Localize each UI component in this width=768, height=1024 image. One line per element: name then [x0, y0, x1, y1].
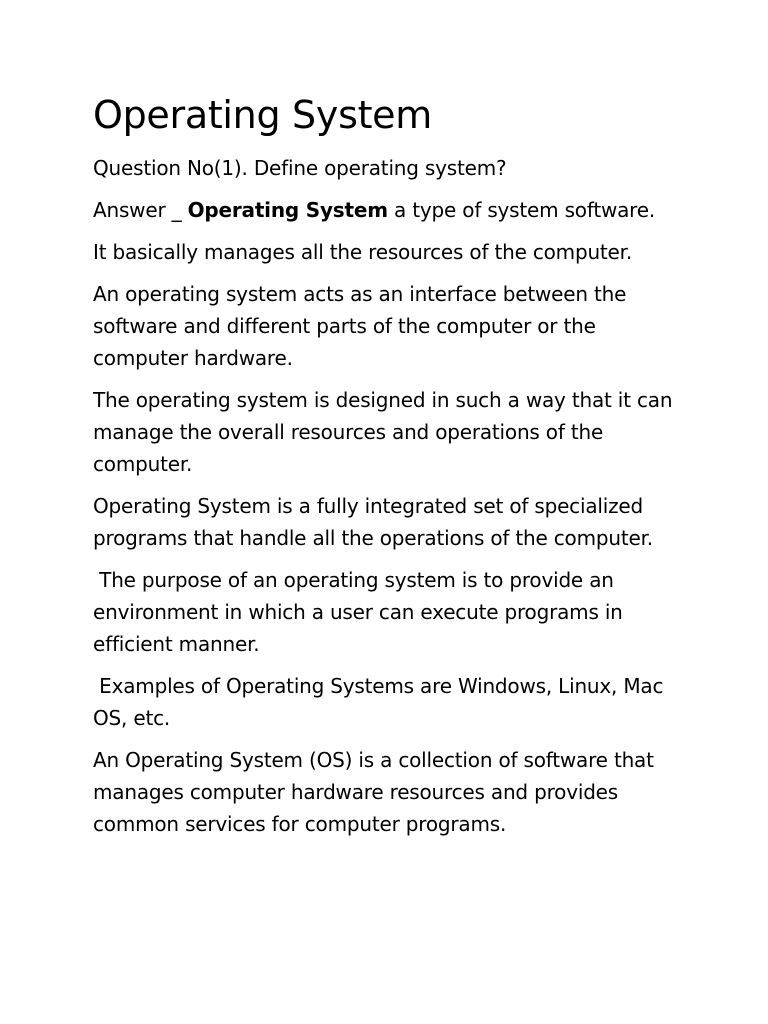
answer-bold-term: Operating System: [187, 198, 388, 222]
answer-suffix: a type of system software.: [387, 198, 656, 222]
paragraph-1: It basically manages all the resources of the computer.: [93, 240, 633, 264]
answer-prefix: Answer _: [93, 198, 188, 222]
question-text: Question No(1). Define operating system?: [93, 156, 507, 180]
document-page: [93, 88, 693, 850]
paragraph-2: An operating system acts as an interface between the software and different parts of the computer or the computer hardware.: [93, 282, 627, 370]
paragraph-5: The purpose of an operating system is to provide an environment in which a user can execute programs in efficient manner.: [93, 568, 629, 656]
answer-line: [93, 194, 693, 226]
paragraph-6: Examples of Operating Systems are Windows, Linux, Mac OS, etc.: [93, 674, 670, 730]
paragraph-3: The operating system is designed in such a way that it can manage the overall resources and operations of the computer.: [93, 388, 673, 476]
document-title: Operating System: [93, 93, 432, 137]
paragraph-7: An Operating System (OS) is a collection of software that manages computer hardware resources and provides common services for computer programs.: [93, 748, 654, 836]
paragraph-4: Operating System is a fully integrated set of specialized programs that handle all the operations of the computer.: [93, 494, 653, 550]
